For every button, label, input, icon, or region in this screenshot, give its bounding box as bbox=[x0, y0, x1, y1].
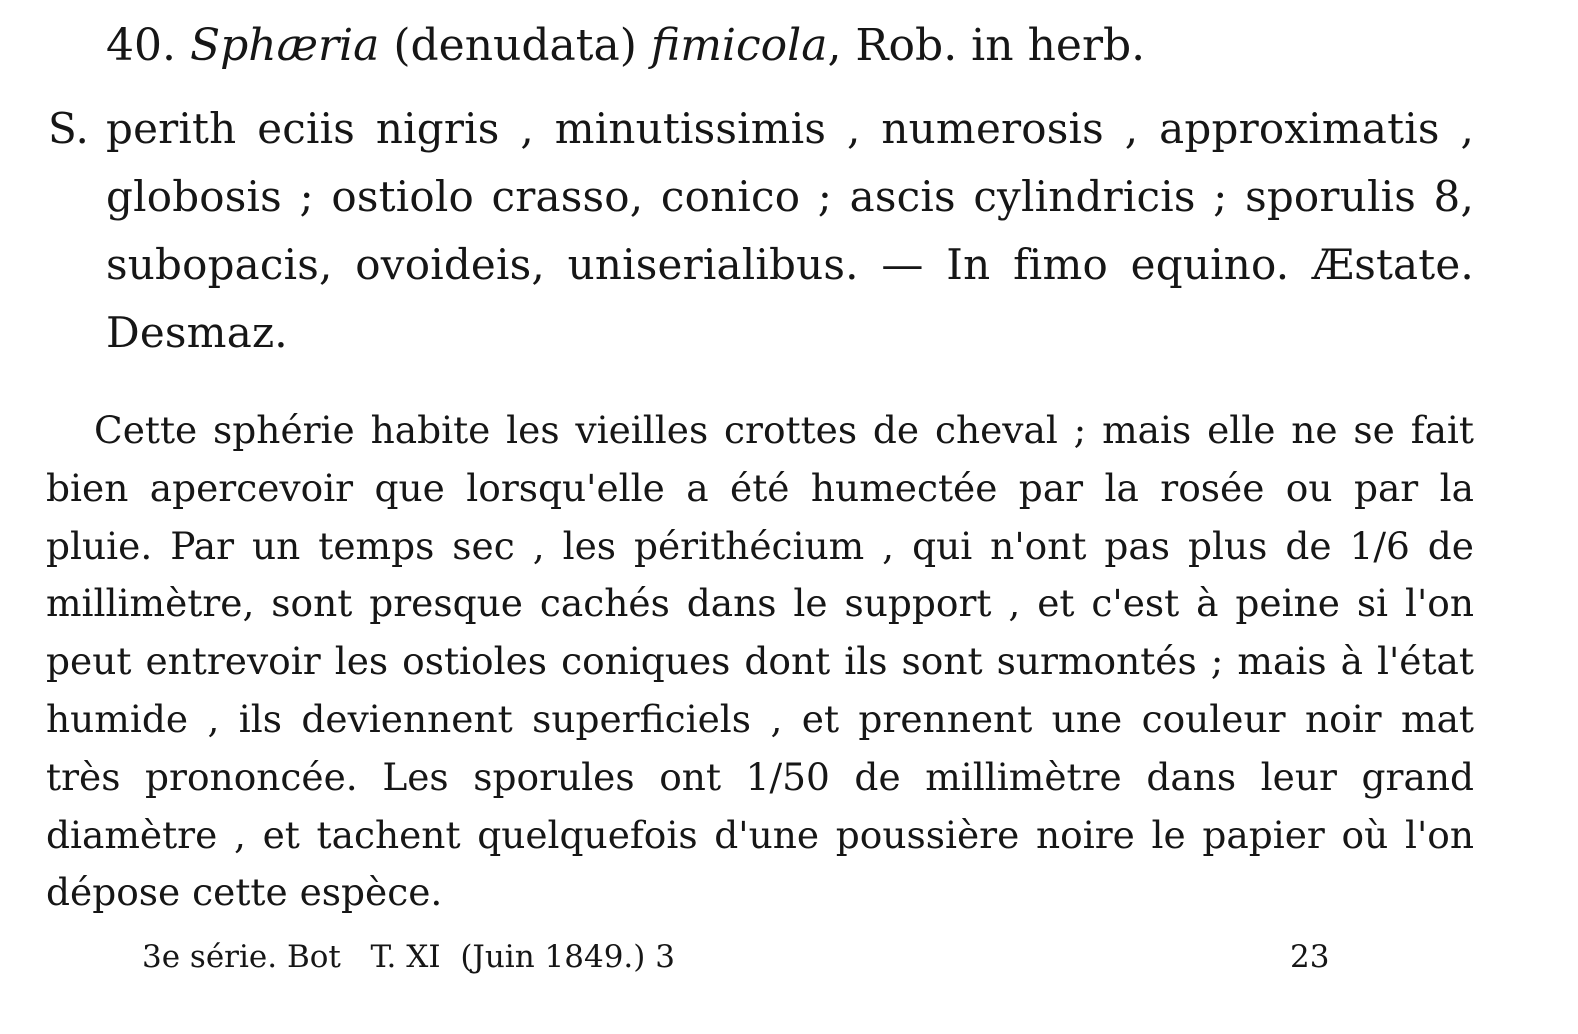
diagnosis-line: subopacis, ovoideis, uniserialibus. — In fimo equino. Æstate. bbox=[106, 240, 1474, 289]
genus-name: Sphæria bbox=[189, 20, 380, 71]
commentary-line: très prononcée. Les sporules ont 1/50 de millimètre dans leur grand bbox=[46, 754, 1474, 799]
species-heading bbox=[106, 16, 1145, 76]
commentary-line: Cette sphérie habite les vieilles crottes de cheval ; mais elle ne se fait bbox=[94, 408, 1474, 452]
page-footer bbox=[142, 932, 1342, 982]
diagnosis-lead: S. bbox=[48, 104, 90, 153]
page-number: 23 bbox=[1290, 939, 1330, 975]
latin-diagnosis bbox=[48, 95, 1474, 367]
commentary-line: humide , ils deviennent superficiels , et prennent une couleur noir mat bbox=[46, 696, 1474, 741]
commentary-line: millimètre, sont presque cachés dans le support , et c'est à peine si l'on bbox=[46, 581, 1474, 626]
french-commentary bbox=[46, 402, 1474, 922]
diagnosis-line: Desmaz. bbox=[106, 308, 288, 357]
footer-series: 3e série. Bot bbox=[142, 939, 341, 975]
commentary-line: diamètre , et tachent quelquefois d'une poussière noire le papier où l'on bbox=[46, 812, 1474, 857]
diagnosis-line bbox=[48, 95, 1474, 163]
commentary-line: pluie. Par un temps sec , les périthécium , qui n'ont pas plus de 1/6 de bbox=[46, 523, 1474, 568]
footer-date: (Juin 1849.) 3 bbox=[460, 939, 675, 975]
section-name: (denudata) bbox=[393, 20, 637, 71]
commentary-line: bien apercevoir que lorsqu'elle a été humectée par la rosée ou par la bbox=[46, 465, 1474, 510]
species-number: 40. bbox=[106, 20, 176, 71]
species-epithet: fimicola bbox=[650, 20, 828, 71]
commentary-line: dépose cette espèce. bbox=[46, 870, 443, 915]
species-authority: , Rob. in herb. bbox=[827, 20, 1146, 71]
commentary-line: peut entrevoir les ostioles coniques dont ils sont surmontés ; mais à l'état bbox=[46, 639, 1474, 684]
footer-volume: T. XI bbox=[370, 939, 441, 975]
diagnosis-line-text: perith eciis nigris , minutissimis , numerosis , approximatis , bbox=[106, 104, 1474, 153]
diagnosis-line: globosis ; ostiolo crasso, conico ; ascis cylindricis ; sporulis 8, bbox=[106, 172, 1474, 221]
